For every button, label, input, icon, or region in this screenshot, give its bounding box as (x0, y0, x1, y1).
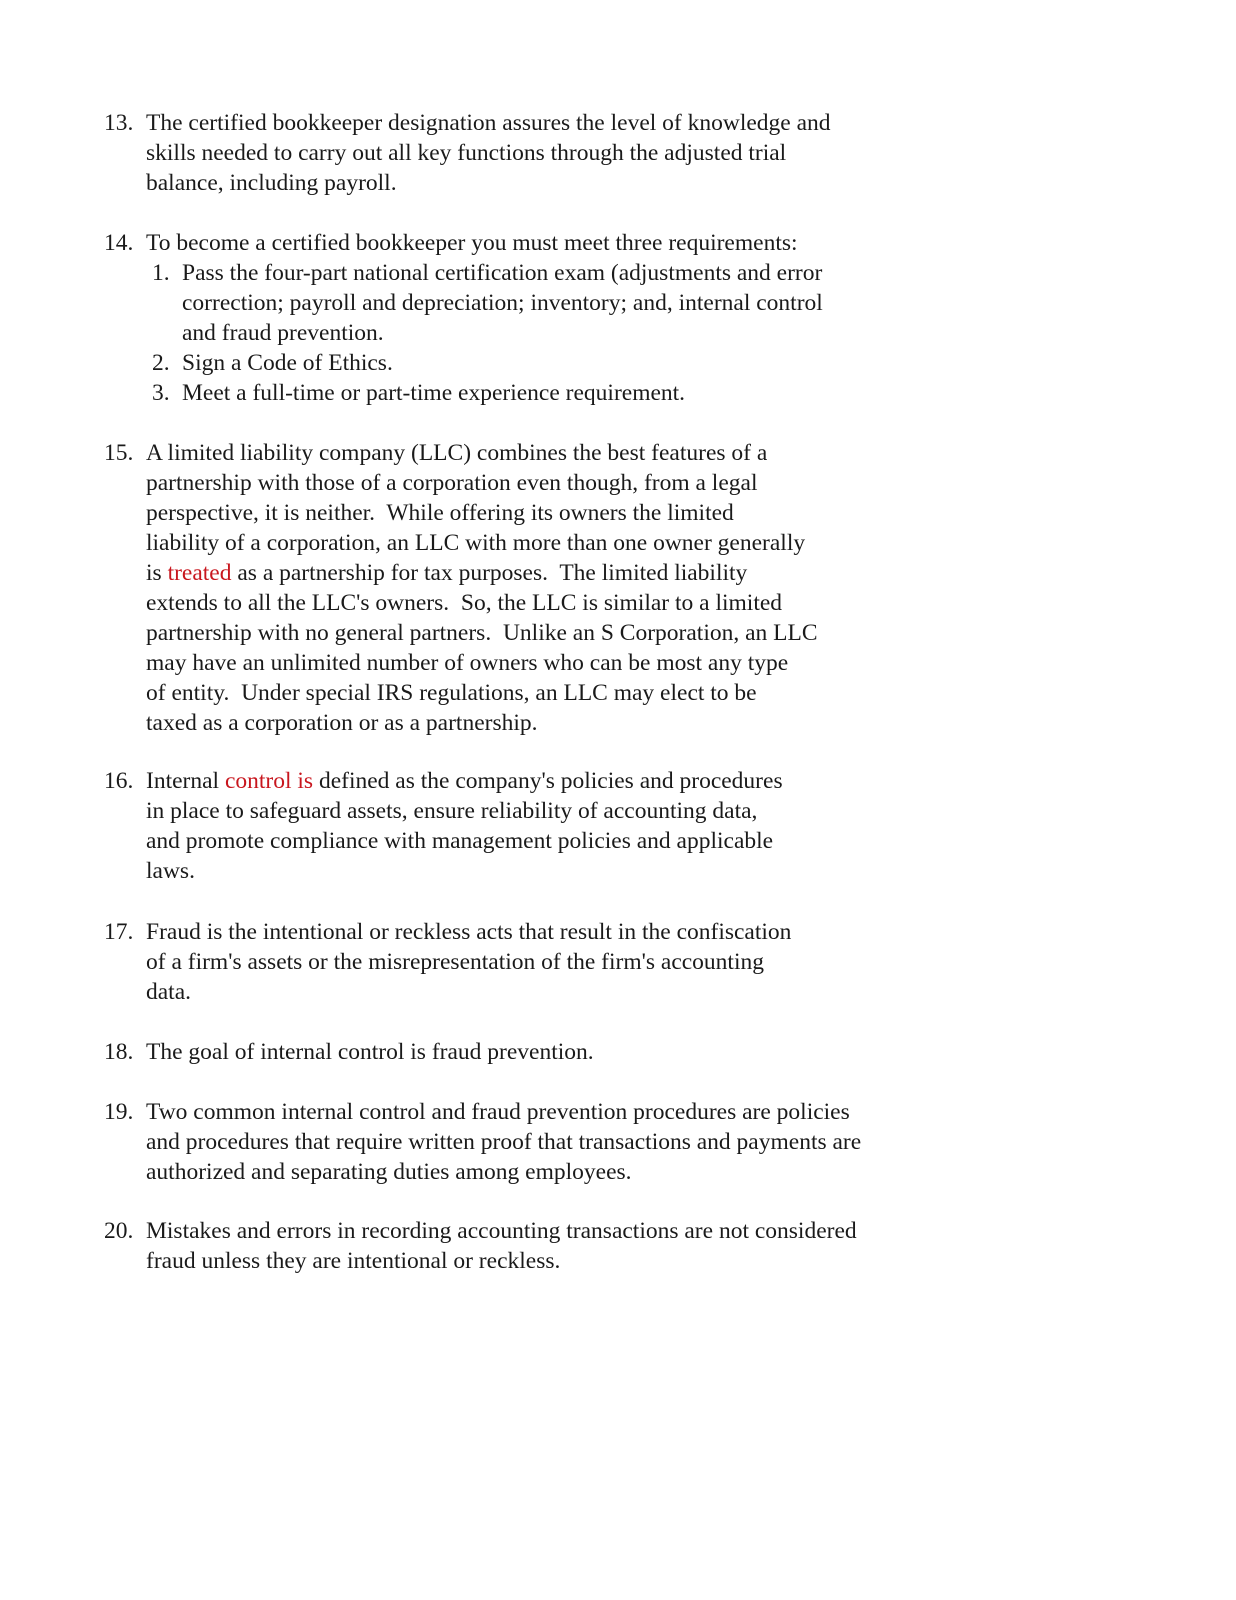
item-text-line: To become a certified bookkeeper you must meet three requirements: (146, 230, 798, 256)
item-text-line: perspective, it is neither. While offering its owners the limited (146, 500, 734, 526)
sub-item-text-line: correction; payroll and depreciation; inventory; and, internal control (182, 290, 823, 316)
item-number: 14. (104, 230, 134, 256)
item-text-line: data. (146, 979, 192, 1005)
item-text-line: taxed as a corporation or as a partnership. (146, 710, 538, 736)
sub-item-number: 2. (152, 350, 170, 376)
item-text-line: and promote compliance with management policies and applicable (146, 828, 774, 854)
item-text-line: may have an unlimited number of owners who can be most any type (146, 650, 789, 676)
text-segment: Internal (146, 768, 225, 794)
text-segment: as a partnership for tax purposes. The limited liability (231, 560, 748, 586)
item-text-line: of a firm's assets or the misrepresentation of the firm's accounting (146, 949, 764, 975)
text-segment: defined as the company's policies and procedures (313, 768, 783, 794)
item-text-line: partnership with those of a corporation even though, from a legal (146, 470, 758, 496)
item-number: 19. (104, 1099, 134, 1125)
item-number: 13. (104, 110, 134, 136)
item-text-line: The goal of internal control is fraud prevention. (146, 1039, 594, 1065)
item-text-line: laws. (146, 858, 195, 884)
sub-item-text-line: Pass the four-part national certification exam (adjustments and error (182, 260, 823, 286)
sub-item-text-line: and fraud prevention. (182, 320, 384, 346)
sub-item-number: 1. (152, 260, 170, 286)
item-text-line (146, 558, 747, 588)
sub-item-text-line: Sign a Code of Ethics. (182, 350, 393, 376)
sub-item-number: 3. (152, 380, 170, 406)
item-text-line: Mistakes and errors in recording accounting transactions are not considered (146, 1218, 857, 1244)
item-text-line: Fraud is the intentional or reckless acts that result in the confiscation (146, 919, 792, 945)
sub-item-text-line: Meet a full-time or part-time experience requirement. (182, 380, 686, 406)
item-text-line: The certified bookkeeper designation assures the level of knowledge and (146, 110, 831, 136)
text-segment: is (146, 560, 168, 586)
item-text-line: A limited liability company (LLC) combines the best features of a (146, 440, 768, 466)
item-text-line: liability of a corporation, an LLC with more than one owner generally (146, 530, 806, 556)
item-number: 17. (104, 919, 134, 945)
item-text-line: and procedures that require written proof that transactions and payments are (146, 1129, 862, 1155)
item-text-line: Two common internal control and fraud prevention procedures are policies (146, 1099, 850, 1125)
item-number: 15. (104, 440, 134, 466)
item-text-line: partnership with no general partners. Unlike an S Corporation, an LLC (146, 620, 818, 646)
item-text-line: fraud unless they are intentional or reckless. (146, 1248, 561, 1274)
item-text-line: in place to safeguard assets, ensure reliability of accounting data, (146, 798, 758, 824)
item-number: 18. (104, 1039, 134, 1065)
item-text-line: skills needed to carry out all key functions through the adjusted trial (146, 140, 787, 166)
item-text-line: authorized and separating duties among employees. (146, 1159, 632, 1185)
item-text-line: of entity. Under special IRS regulations, an LLC may elect to be (146, 680, 757, 706)
item-text-line (146, 766, 783, 796)
item-number: 16. (104, 768, 134, 794)
highlighted-text: treated (167, 560, 232, 586)
item-text-line: balance, including payroll. (146, 170, 397, 196)
highlighted-text: control is (224, 768, 314, 794)
item-number: 20. (104, 1218, 134, 1244)
item-text-line: extends to all the LLC's owners. So, the LLC is similar to a limited (146, 590, 783, 616)
